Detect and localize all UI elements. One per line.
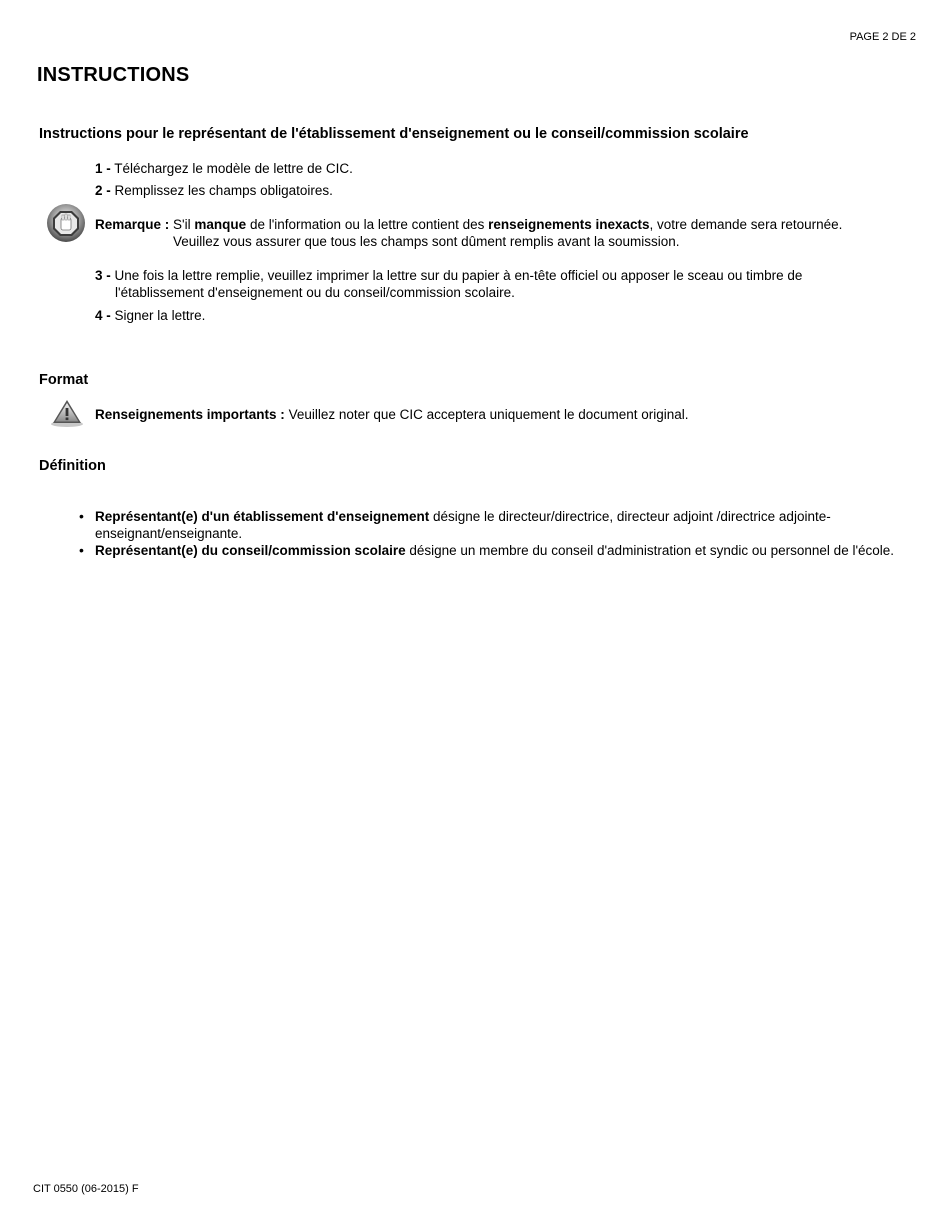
step-number: 4 - [95,308,111,323]
definition-text: désigne le directeur/directrice, directeur adjoint /directrice adjointe-enseignant/enseignante. [95,509,831,541]
step-text: Téléchargez le modèle de lettre de CIC. [114,161,353,176]
step-text: Une fois la lettre remplie, veuillez imprimer la lettre sur du papier à en-tête officiel ou apposer le sceau ou timbre de [114,268,803,283]
definition-text: désigne un membre du conseil d'administration et syndic ou personnel de l'école. [409,543,895,558]
important-info [95,406,689,423]
note-text: , votre demande sera retournée. [649,217,843,232]
note-text: de l'information ou la lettre contient des [249,217,485,232]
important-info-text: Veuillez noter que CIC acceptera uniquement le document original. [288,407,689,422]
stop-hand-icon [46,203,86,243]
form-code: CIT 0550 (06-2015) F [33,1183,139,1195]
important-info-label: Renseignements importants : [95,407,285,422]
step-4 [95,307,205,324]
step-number: 3 - [95,268,111,283]
format-heading: Format [39,372,89,388]
definition-term: Représentant(e) d'un établissement d'enseignement [95,509,430,524]
step-text: Remplissez les champs obligatoires. [114,183,333,198]
page-title: INSTRUCTIONS [37,64,190,86]
step-1 [95,160,353,177]
note-line-2: Veuillez vous assurer que tous les champs sont dûment remplis avant la soumission. [173,234,680,249]
instructions-heading: Instructions pour le représentant de l'établissement d'enseignement ou le conseil/commission scolaire [39,126,749,142]
list-item [95,542,895,559]
definition-term: Représentant(e) du conseil/commission scolaire [95,543,406,558]
warning-triangle-icon [50,398,84,428]
step-text-continued: l'établissement d'enseignement ou du conseil/commission scolaire. [115,285,515,300]
step-text: Signer la lettre. [114,308,206,323]
step-3 [95,267,855,301]
note-text: S'il [173,217,191,232]
step-2 [95,182,333,199]
definition-list [95,508,895,559]
note-emphasis: manque [194,217,247,232]
note-label: Remarque : [95,217,170,232]
note [95,216,895,250]
page-number: PAGE 2 DE 2 [849,31,916,43]
note-emphasis: renseignements inexacts [488,217,650,232]
list-item [95,508,895,542]
definition-heading: Définition [39,458,106,474]
step-number: 2 - [95,183,111,198]
step-number: 1 - [95,161,111,176]
